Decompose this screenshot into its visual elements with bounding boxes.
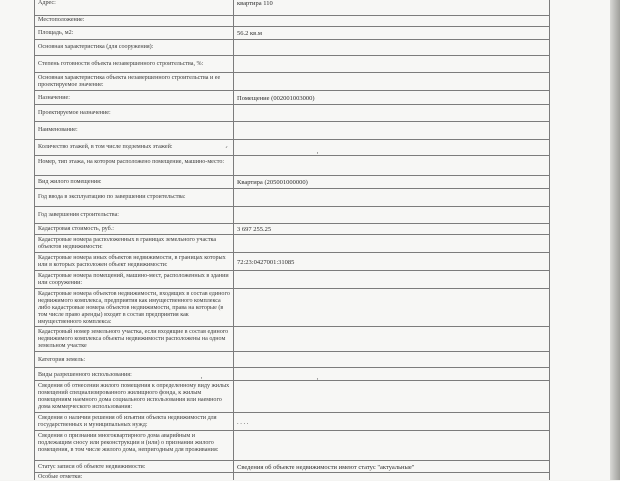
row-label: Основная характеристика (для сооружения):	[38, 44, 154, 50]
row-label: Сведения об отнесении жилого помещения к определенному виду жилых помещений специализированного жилищного фонда, к жилым помещениям наемного дома социального использования или наемного дома коммерческого использования:	[38, 383, 230, 410]
table-row	[34, 206, 550, 223]
row-value: 72:23:0427001:31085	[237, 259, 295, 266]
table-row	[34, 288, 550, 326]
row-label: Кадастровые номера объектов недвижимости, входящих в состав единого недвижимого комплекса, предприятия как имущественного комплекса либо кадастровые номера объектов недвижимости, права на которые (в том числе право аренды) входят в состав предприятия как имущественного комплекса:	[38, 291, 230, 325]
row-label: Степень готовности объекта незавершенного строительства, %:	[38, 61, 204, 67]
table-row	[34, 252, 550, 270]
table-row	[34, 367, 550, 380]
scan-artifact: ´	[225, 145, 228, 155]
table-row	[34, 188, 550, 206]
row-label: Особые отметки:	[38, 474, 83, 480]
row-value: Сведения об объекте недвижимости имеют статус "актуальные"	[237, 464, 415, 471]
row-label: Количество этажей, в том числе подземных этажей:	[38, 144, 173, 150]
row-label: Виды разрешенного использования:	[38, 372, 132, 378]
table-row	[34, 326, 550, 351]
table-row	[34, 90, 550, 104]
table-row	[34, 412, 550, 430]
row-value: квартира 110	[237, 0, 273, 7]
row-label: Кадастровая стоимость, руб.:	[38, 226, 114, 232]
table-row	[34, 104, 550, 121]
table-row	[34, 155, 550, 175]
row-label: Местоположение:	[38, 17, 85, 23]
row-label: Год ввода в эксплуатацию по завершении строительства:	[38, 194, 186, 200]
row-label: Наименование:	[38, 127, 78, 133]
scan-artifact: ·	[316, 374, 319, 384]
row-value: Квартира (205001000000)	[237, 179, 308, 186]
table-row	[34, 175, 550, 188]
row-label: Сведения о признании многоквартирного дома аварийным и подлежащим сносу или реконструкции и (или) о признании жилого помещения, в том числе жилого дома, непригодным для проживания:	[38, 433, 219, 453]
table-row	[34, 234, 550, 252]
table-row	[34, 121, 550, 139]
row-value: . . . .	[237, 419, 249, 426]
row-label: Основная характеристика объекта незавершенного строительства и ее проектируемое значение:	[38, 75, 221, 88]
row-label: Проектируемое назначение:	[38, 110, 111, 116]
table-row	[34, 0, 550, 15]
table-row	[34, 39, 550, 55]
table-row	[34, 15, 550, 26]
table-row	[34, 380, 550, 412]
table-row	[34, 351, 550, 367]
row-value: Помещение (002001003000)	[237, 95, 315, 102]
row-label: Назначение:	[38, 95, 70, 101]
table-row	[34, 472, 550, 480]
table-row	[34, 55, 550, 72]
page-edge-shadow	[610, 0, 620, 480]
row-label: Кадастровые номера иных объектов недвижимости, в границах которых или в которых расположен объект недвижимости:	[38, 255, 226, 268]
scan-artifact: ·	[200, 373, 203, 383]
row-label: Вид жилого помещения:	[38, 179, 102, 185]
row-label: Статус записи об объекте недвижимости:	[38, 464, 146, 470]
table-row	[34, 26, 550, 39]
row-label: Категория земель:	[38, 357, 86, 363]
row-label: Сведения о наличии решения об изъятии объекта недвижимости для государственных и муниципальных нужд:	[38, 415, 217, 428]
row-label: Номер, тип этажа, на котором расположено помещение, машино-место:	[38, 159, 225, 165]
row-label: Кадастровые номера помещений, машино-мест, расположенных в здании или сооружении:	[38, 273, 229, 286]
row-label: Кадастровые номера расположенных в границах земельного участка объектов недвижимости:	[38, 237, 217, 250]
table-row	[34, 139, 550, 155]
table-row	[34, 460, 550, 472]
row-label: Кадастровый номер земельного участка, если входящие в состав единого недвижимого комплекса объекты недвижимости расположены на одном земельном участке	[38, 329, 229, 349]
table-row	[34, 223, 550, 234]
row-label: Адрес:	[38, 0, 56, 6]
row-label: Год завершения строительства:	[38, 212, 119, 218]
table-row	[34, 270, 550, 288]
table-row	[34, 72, 550, 90]
row-value: 56.2 кв.м	[237, 30, 262, 37]
row-label: Площадь, м2:	[38, 30, 74, 36]
table-row	[34, 430, 550, 460]
row-value: 3 697 255.25	[237, 226, 272, 233]
scan-artifact: ·	[316, 148, 319, 158]
